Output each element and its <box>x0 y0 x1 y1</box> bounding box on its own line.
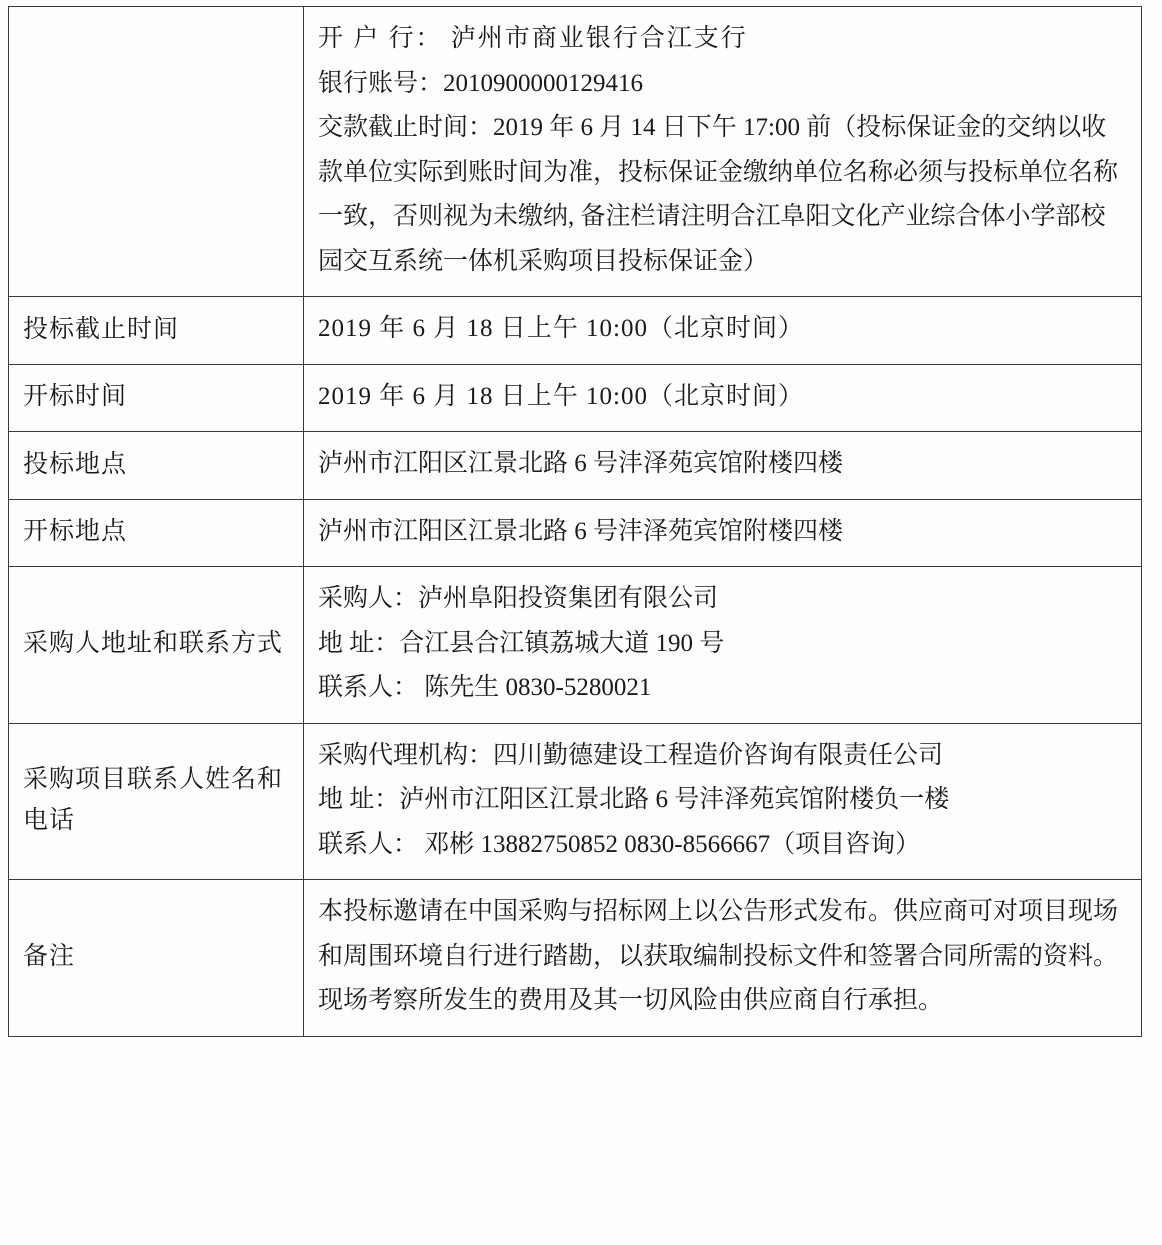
table-row <box>9 364 1142 432</box>
row-value-cell <box>304 297 1142 365</box>
table-row <box>9 880 1142 1037</box>
row-label: 开标地点 <box>23 518 128 546</box>
row-label-cell <box>9 880 304 1037</box>
value-line: 联系人： 陈先生 0830-5280021 <box>318 674 652 701</box>
row-label-cell <box>9 432 304 500</box>
table-row <box>9 723 1142 880</box>
row-label-cell <box>9 297 304 365</box>
row-label: 投标地点 <box>23 450 128 478</box>
row-label: 采购项目联系人姓名和电话 <box>23 766 284 835</box>
value-line: 联系人： 邓彬 13882750852 0830-8566667（项目咨询） <box>318 830 921 858</box>
value-line: 地 址：合江县合江镇荔城大道 190 号 <box>318 629 725 657</box>
row-value-cell <box>304 364 1142 432</box>
row-label-cell <box>9 364 304 432</box>
row-value-cell <box>304 432 1142 500</box>
value-line: 地 址：泸州市江阳区江景北路 6 号沣泽苑宾馆附楼负一楼 <box>318 786 950 813</box>
bid-info-table <box>8 6 1142 1037</box>
table-row <box>9 297 1142 365</box>
value-line: 泸州市江阳区江景北路 6 号沣泽苑宾馆附楼四楼 <box>318 517 844 545</box>
table-row <box>9 567 1142 724</box>
value-line: 银行账号：2010900000129416 <box>318 69 644 97</box>
table-row <box>9 7 1142 297</box>
value-line: 2019 年 6 月 18 日上午 10:00（北京时间） <box>318 382 804 410</box>
value-line: 泸州市江阳区江景北路 6 号沣泽苑宾馆附楼四楼 <box>318 450 844 477</box>
value-line: 采购代理机构：四川勤德建设工程造价咨询有限责任公司 <box>318 741 944 769</box>
row-label-cell <box>9 499 304 567</box>
row-value-cell <box>304 567 1142 724</box>
value-line: 2019 年 6 月 18 日上午 10:00（北京时间） <box>318 315 804 342</box>
table-row <box>9 499 1142 567</box>
row-label: 开标时间 <box>23 383 128 411</box>
value-line: 交款截止时间：2019 年 6 月 14 日下午 17:00 前（投标保证金的交纳以收款单位实际到账时间为准，投标保证金缴纳单位名称必须与投标单位名称一致，否则视为未缴纳, 备注栏请注明合江阜阳文化产业综合体小学部校园交互系统一体机采购项目投标保证金） <box>318 114 1119 275</box>
row-label-cell <box>9 567 304 724</box>
row-label: 投标截止时间 <box>23 315 180 343</box>
row-label: 采购人地址和联系方式 <box>23 630 284 658</box>
row-value-cell <box>304 499 1142 567</box>
table-row <box>9 432 1142 500</box>
row-label-cell <box>9 7 304 297</box>
value-line: 采购人：泸州阜阳投资集团有限公司 <box>318 585 719 612</box>
row-value-cell <box>304 880 1142 1037</box>
value-line: 开 户 行： 泸州市商业银行合江支行 <box>318 25 748 52</box>
row-value-cell <box>304 7 1142 297</box>
value-line: 本投标邀请在中国采购与招标网上以公告形式发布。供应商可对项目现场和周围环境自行进行踏勘，以获取编制投标文件和签署合同所需的资料。现场考察所发生的费用及其一切风险由供应商自行承担。 <box>318 898 1119 1014</box>
row-label: 备注 <box>23 943 76 971</box>
row-label-cell <box>9 723 304 880</box>
row-value-cell <box>304 723 1142 880</box>
